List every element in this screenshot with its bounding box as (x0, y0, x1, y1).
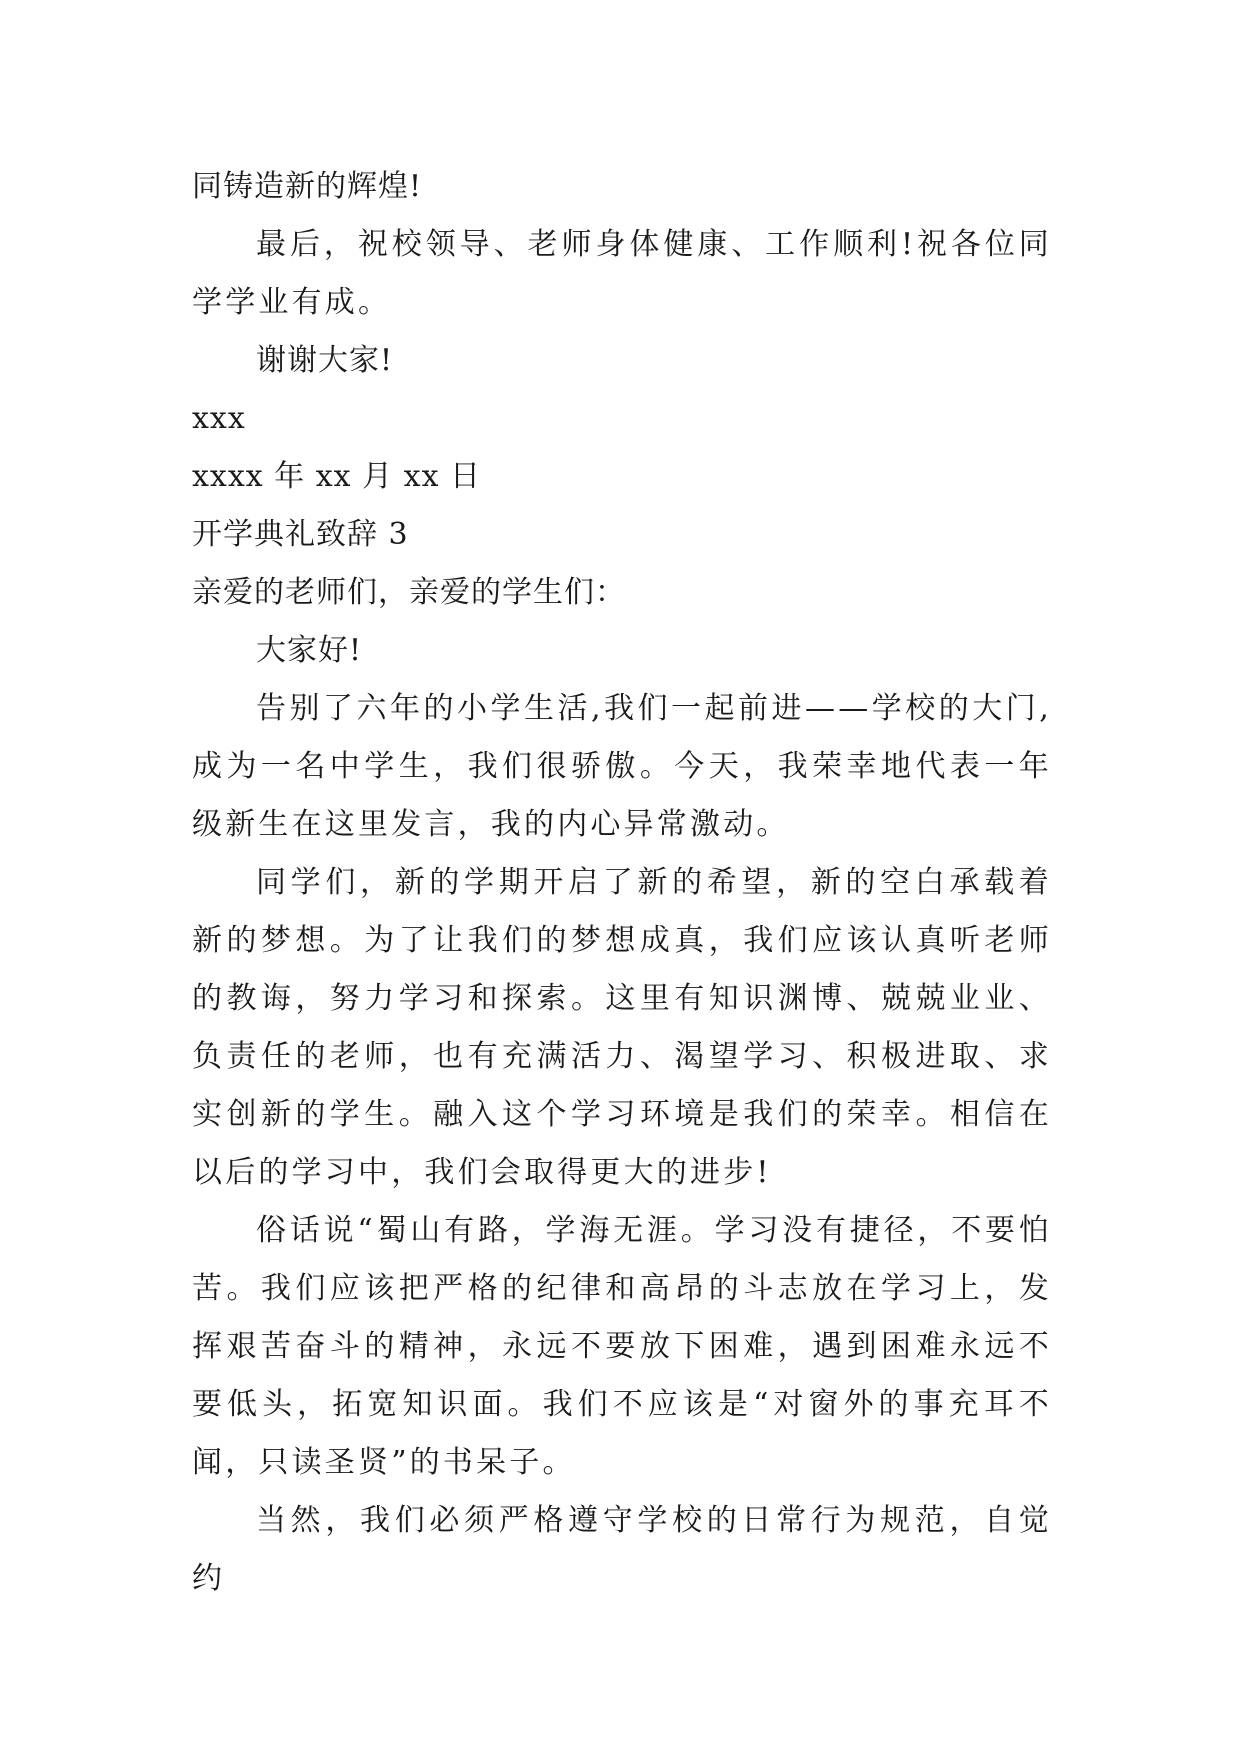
salutation: 亲爱的老师们，亲爱的学生们： (192, 575, 626, 610)
signature-name: xxx (192, 401, 246, 436)
speech-paragraph-1: 告别了六年的小学生活,我们一起前进——学校的大门,成为一名中学生，我们很骄傲。今天，我荣幸地代表一年级新生在这里发言，我的内心异常激动。 (192, 691, 1052, 842)
text-line-continuation: 同铸造新的辉煌! (192, 169, 423, 204)
speech-paragraph-2: 同学们，新的学期开启了新的希望，新的空白承载着新的梦想。为了让我们的梦想成真，我们应该认真听老师的教诲，努力学习和探索。这里有知识渊博、兢兢业业、负责任的老师，也有充满活力、渴望学习、积极进取、求实创新的学生。融入这个学习环境是我们的荣幸。相信在以后的学习中，我们会取得更大的进步! (192, 865, 1052, 1190)
speech-paragraph-3: 俗话说“蜀山有路，学海无涯。学习没有捷径，不要怕苦。我们应该把严格的纪律和高昂的斗志放在学习上，发挥艰苦奋斗的精神，永远不要放下困难，遇到困难永远不要低头，拓宽知识面。我们不应该是“对窗外的事充耳不闻，只读圣贤”的书呆子。 (192, 1213, 1052, 1480)
signature-date: xxxx 年 xx 月 xx 日 (192, 459, 482, 494)
speech-paragraph-4: 当然，我们必须严格遵守学校的日常行为规范，自觉约 (192, 1503, 1052, 1596)
closing-wishes-paragraph: 最后，祝校领导、老师身体健康、工作顺利!祝各位同学学业有成。 (192, 227, 1052, 320)
thanks-line: 谢谢大家! (256, 343, 394, 378)
document-body (192, 158, 1052, 1608)
section-title: 开学典礼致辞 3 (192, 517, 409, 552)
greeting-line: 大家好! (256, 633, 363, 668)
